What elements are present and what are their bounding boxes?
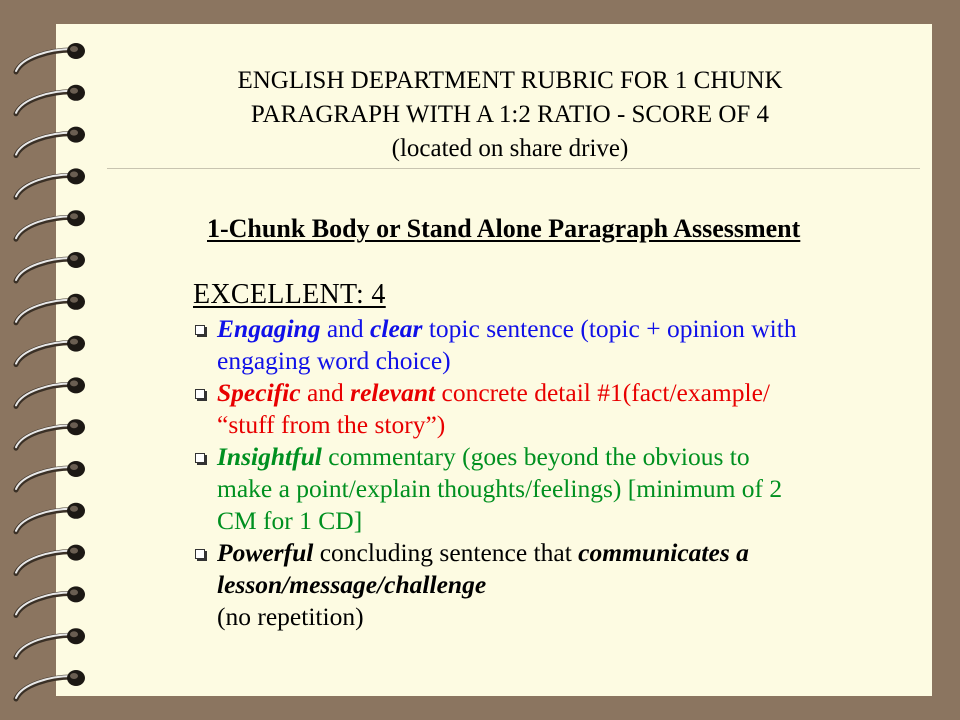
criterion-text: and — [300, 378, 351, 407]
rubric-subtitle: 1-Chunk Body or Stand Alone Paragraph Assessment — [207, 214, 801, 243]
criterion-line: make a point/explain thoughts/feelings) [minimum of 2 — [217, 474, 783, 503]
criterion-line — [217, 441, 903, 473]
spiral-ring-icon — [16, 336, 85, 365]
spiral-ring-icon — [16, 294, 85, 323]
criterion-text: concluding sentence that — [313, 538, 579, 567]
title-line-3: (located on share drive) — [391, 135, 629, 162]
criterion-text: concrete detail #1(fact/example/ — [435, 378, 770, 407]
spiral-ring-icon — [16, 43, 85, 72]
spiral-ring-icon — [16, 586, 85, 615]
spiral-ring-icon — [16, 127, 85, 156]
criterion-commentary — [193, 441, 903, 537]
criterion-emphasis: relevant — [350, 378, 436, 407]
criterion-line — [217, 377, 903, 409]
page-title — [100, 64, 920, 166]
criterion-text: and — [320, 314, 371, 343]
criterion-text: commentary (goes beyond the obvious to — [321, 442, 750, 471]
spiral-ring-icon — [16, 252, 85, 281]
criterion-emphasis: Specific — [217, 378, 301, 407]
title-line-2: PARAGRAPH WITH A 1:2 RATIO - SCORE OF 4 — [250, 101, 770, 128]
spiral-ring-icon — [16, 85, 85, 114]
spiral-ring-icon — [16, 419, 85, 448]
criterion-emphasis: Powerful — [217, 538, 314, 567]
criterion-topic-sentence — [193, 313, 903, 377]
criterion-line: “stuff from the story”) — [217, 410, 446, 439]
criterion-line: CM for 1 CD] — [217, 506, 363, 535]
title-line-1: ENGLISH DEPARTMENT RUBRIC FOR 1 CHUNK — [237, 67, 783, 94]
checkbox-bullet-icon — [195, 389, 205, 399]
criteria-list — [193, 313, 903, 633]
score-heading: EXCELLENT: 4 — [193, 279, 386, 310]
criterion-concrete-detail — [193, 377, 903, 441]
spiral-ring-icon — [16, 670, 85, 699]
criterion-emphasis: clear — [370, 314, 423, 343]
criterion-text: topic sentence (topic + opinion with — [422, 314, 797, 343]
criterion-emphasis: Insightful — [217, 442, 322, 471]
criterion-line — [217, 313, 903, 345]
criterion-line: engaging word choice) — [217, 346, 451, 375]
checkbox-bullet-icon — [195, 549, 205, 559]
spiral-ring-icon — [16, 628, 85, 657]
title-divider — [107, 168, 920, 169]
criterion-line: (no repetition) — [217, 602, 364, 631]
spiral-ring-icon — [16, 503, 85, 532]
criterion-concluding-sentence — [193, 537, 903, 633]
criterion-emphasis: communicates a — [578, 538, 749, 567]
spiral-ring-icon — [16, 545, 85, 574]
spiral-binding-icon — [0, 0, 110, 720]
checkbox-bullet-icon — [195, 325, 205, 335]
spiral-ring-icon — [16, 210, 85, 239]
criterion-line: lesson/message/challenge — [217, 570, 487, 599]
criterion-emphasis: Engaging — [217, 314, 321, 343]
spiral-ring-icon — [16, 461, 85, 490]
spiral-ring-icon — [16, 168, 85, 197]
criterion-line — [217, 537, 903, 569]
spiral-ring-icon — [16, 377, 85, 406]
checkbox-bullet-icon — [195, 453, 205, 463]
